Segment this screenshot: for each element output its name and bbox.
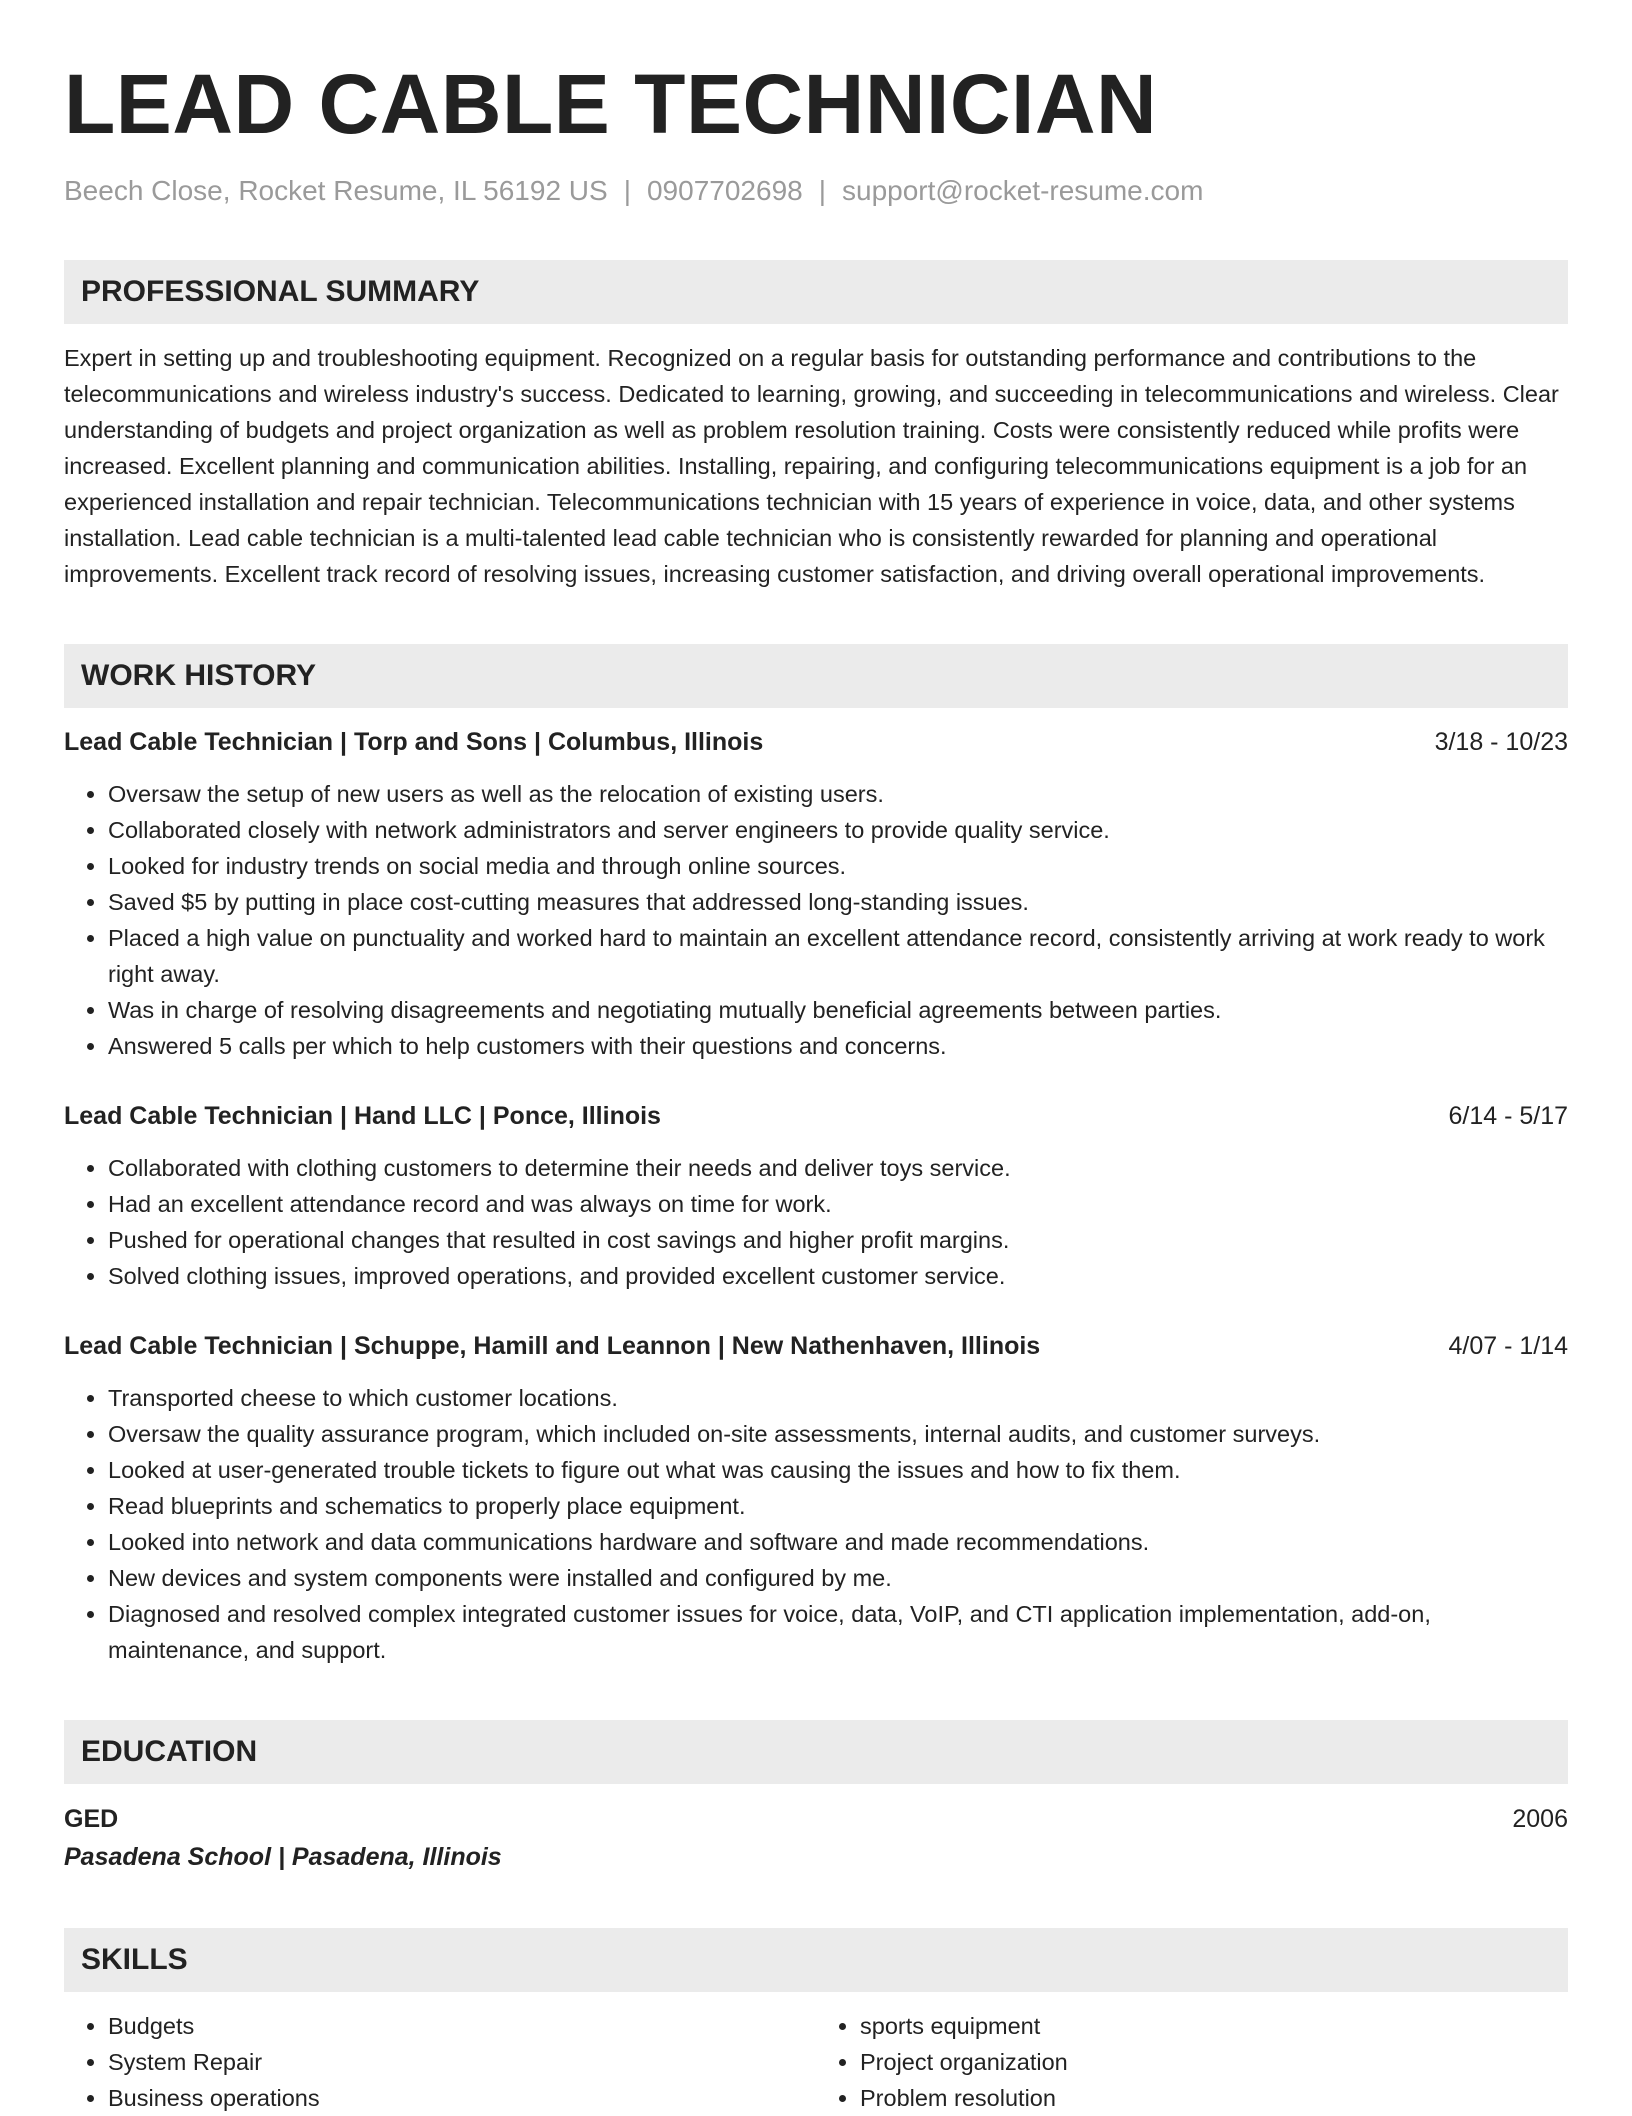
job-title: Lead Cable Technician | Hand LLC | Ponce, Illinois — [64, 1102, 661, 1130]
job-bullet: • Diagnosed and resolved complex integrated customer issues for voice, data, VoIP, and CTI application implementation, add-on, maintenance, and support. — [108, 1596, 1568, 1668]
contact-separator: | — [623, 175, 631, 206]
job-bullet: • Pushed for operational changes that resulted in cost savings and higher profit margins. — [108, 1222, 1568, 1258]
work-history-heading: WORK HISTORY — [64, 644, 1568, 708]
job-bullet: • Collaborated with clothing customers to determine their needs and deliver toys service. — [108, 1150, 1568, 1186]
skills-list — [64, 2008, 1568, 2116]
job-entry — [64, 724, 1568, 1064]
job-dates: 3/18 - 10/23 — [1434, 728, 1568, 756]
contact-separator: | — [818, 175, 826, 206]
job-bullets — [64, 1380, 1568, 1668]
skill-item: • Project organization — [860, 2044, 1568, 2080]
contact-email: support@rocket-resume.com — [842, 175, 1204, 206]
job-bullet: • Read blueprints and schematics to properly place equipment. — [108, 1488, 1568, 1524]
job-bullet: • Looked at user-generated trouble tickets to figure out what was causing the issues and how to fix them. — [108, 1452, 1568, 1488]
job-entry — [64, 1098, 1568, 1294]
job-bullet: • Looked into network and data communications hardware and software and made recommendations. — [108, 1524, 1568, 1560]
job-header — [64, 1098, 1568, 1134]
job-title: Lead Cable Technician | Torp and Sons | Columbus, Illinois — [64, 728, 764, 756]
job-bullet: • New devices and system components were installed and configured by me. — [108, 1560, 1568, 1596]
job-dates: 6/14 - 5/17 — [1448, 1102, 1568, 1130]
contact-phone: 0907702698 — [646, 175, 803, 206]
skill-item: • sports equipment — [860, 2008, 1568, 2044]
education-degree: GED — [64, 1805, 119, 1833]
summary-heading: PROFESSIONAL SUMMARY — [64, 260, 1568, 324]
job-bullet: • Collaborated closely with network administrators and server engineers to provide quality service. — [108, 812, 1568, 848]
job-bullet: • Oversaw the quality assurance program, which included on-site assessments, internal audits, and customer surveys. — [108, 1416, 1568, 1452]
education-row — [64, 1800, 1568, 1838]
skill-item: • Budgets — [108, 2008, 816, 2044]
job-bullets — [64, 1150, 1568, 1294]
skill-item: • Problem resolution — [860, 2080, 1568, 2116]
education-school: Pasadena School | Pasadena, Illinois — [64, 1843, 502, 1871]
job-bullet: • Saved $5 by putting in place cost-cutting measures that addressed long-standing issues. — [108, 884, 1568, 920]
education-heading: EDUCATION — [64, 1720, 1568, 1784]
job-bullet: • Had an excellent attendance record and was always on time for work. — [108, 1186, 1568, 1222]
job-bullet: • Oversaw the setup of new users as well as the relocation of existing users. — [108, 776, 1568, 812]
job-header — [64, 724, 1568, 760]
candidate-name: LEAD CABLE TECHNICIAN — [64, 57, 1158, 151]
job-dates: 4/07 - 1/14 — [1448, 1332, 1568, 1360]
education-entry — [64, 1800, 1568, 1876]
job-bullet: • Answered 5 calls per which to help customers with their questions and concerns. — [108, 1028, 1568, 1064]
job-title: Lead Cable Technician | Schuppe, Hamill and Leannon | New Nathenhaven, Illinois — [64, 1332, 1041, 1360]
job-bullets — [64, 776, 1568, 1064]
contact-line — [64, 174, 1568, 208]
job-header — [64, 1328, 1568, 1364]
summary-text: Expert in setting up and troubleshooting equipment. Recognized on a regular basis for outstanding performance and contributions to the telecommunications and wireless industry's success. Dedicated to learning, growing, and succeeding in telecommunications and wireless. Clear understanding of budgets and project organization as well as problem resolution training. Costs were consistently reduced while profits were increased. Excellent planning and communication abilities. Installing, repairing, and configuring telecommunications equipment is a job for an experienced installation and repair technician. Telecommunications technician with 15 years of experience in voice, data, and other systems installation. Lead cable technician is a multi-talented lead cable technician who is consistently rewarded for planning and operational improvements. Excellent track record of resolving issues, increasing customer satisfaction, and driving overall operational improvements. — [64, 345, 1559, 587]
job-entry — [64, 1328, 1568, 1668]
job-bullet: • Looked for industry trends on social media and through online sources. — [108, 848, 1568, 884]
job-bullet: • Was in charge of resolving disagreements and negotiating mutually beneficial agreements between parties. — [108, 992, 1568, 1028]
contact-address: Beech Close, Rocket Resume, IL 56192 US — [64, 175, 608, 206]
job-bullet: • Placed a high value on punctuality and worked hard to maintain an excellent attendance record, consistently arriving at work ready to work right away. — [108, 920, 1568, 992]
skills-column-right — [816, 2008, 1568, 2116]
skills-heading: SKILLS — [64, 1928, 1568, 1992]
job-bullet: • Transported cheese to which customer locations. — [108, 1380, 1568, 1416]
skill-item: • Business operations — [108, 2080, 816, 2116]
skills-column-left — [64, 2008, 816, 2116]
job-bullet: • Solved clothing issues, improved operations, and provided excellent customer service. — [108, 1258, 1568, 1294]
education-year: 2006 — [1512, 1805, 1568, 1833]
skill-item: • System Repair — [108, 2044, 816, 2080]
